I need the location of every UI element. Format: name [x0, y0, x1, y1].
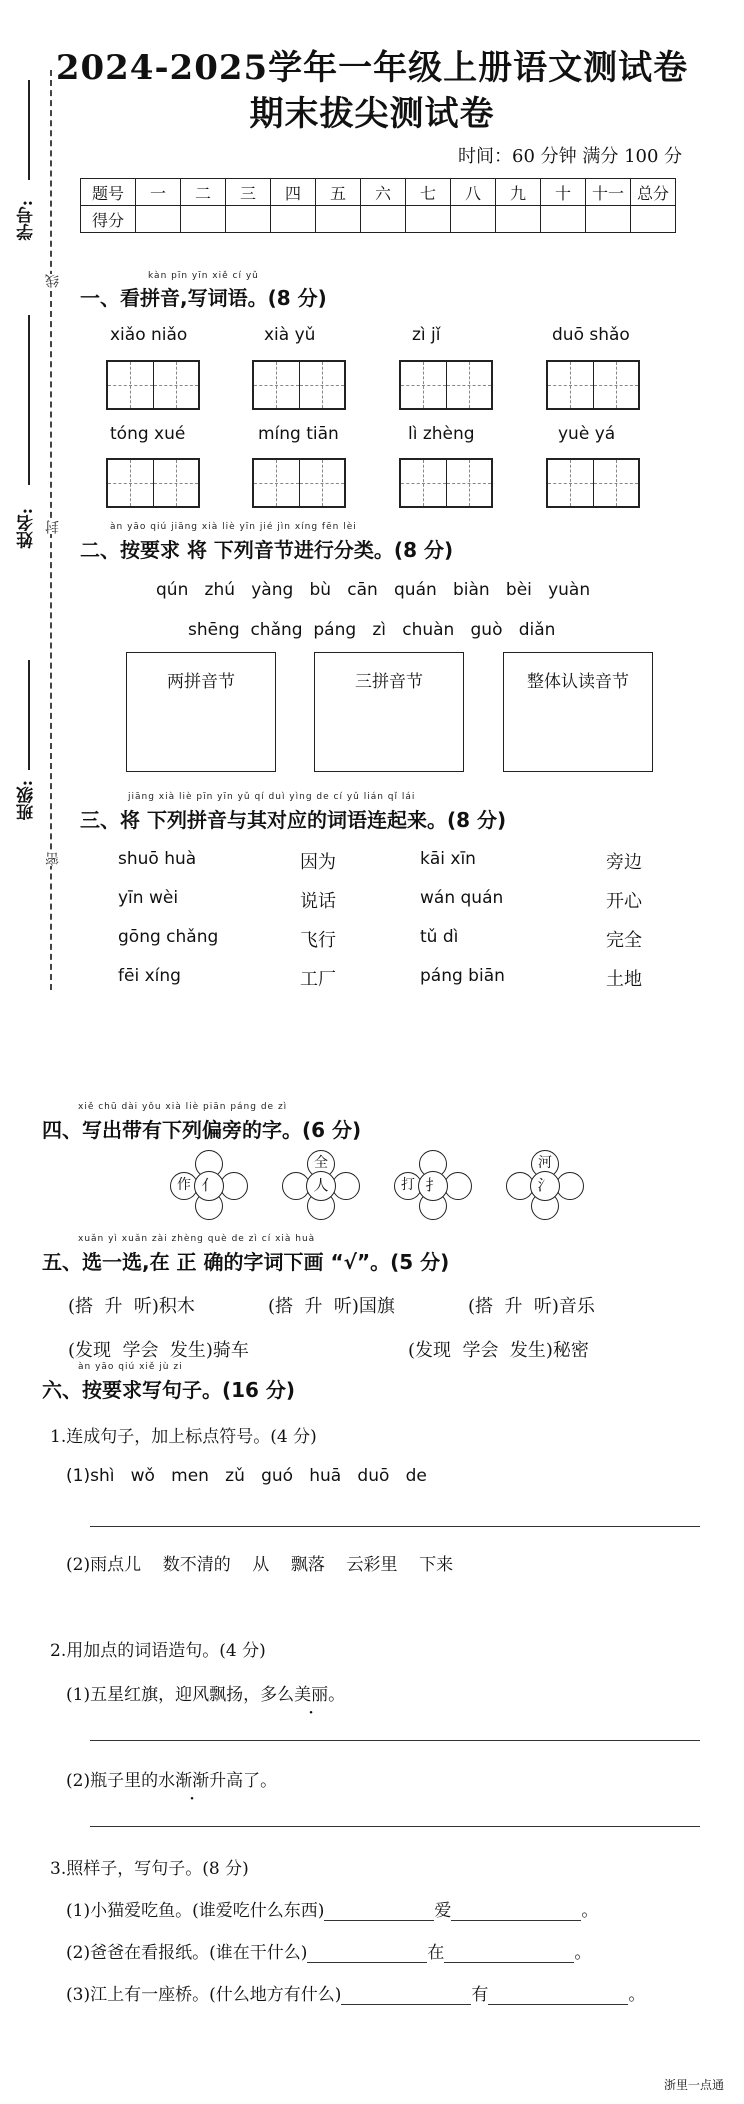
- match-pinyin[interactable]: páng biān: [420, 966, 505, 986]
- flower-top-char: 河: [531, 1150, 559, 1178]
- flower-left-char: 作: [170, 1172, 198, 1200]
- match-pinyin[interactable]: gōng chǎng: [118, 927, 219, 947]
- s1-pinyin-item: tóng xué: [110, 424, 186, 444]
- header-cell: 三: [226, 179, 271, 206]
- q3-3-prompt: (3)江上有一座桥。(什么地方有什么) 有 。: [66, 1985, 646, 2005]
- choice-item[interactable]: (搭 升 听)音乐: [468, 1296, 595, 1317]
- header-cell: 六: [361, 179, 406, 206]
- answer-line[interactable]: [90, 1826, 700, 1827]
- score-cell[interactable]: [361, 206, 406, 233]
- header-cell: 十一: [586, 179, 631, 206]
- score-cell[interactable]: [226, 206, 271, 233]
- q3-2-prompt: (2)爸爸在看报纸。(谁在干什么) 在 。: [66, 1943, 592, 1963]
- writing-grid[interactable]: [546, 458, 640, 508]
- header-cell: 总分: [631, 179, 676, 206]
- match-word[interactable]: 土地: [606, 969, 642, 990]
- q1-2-prompt: (2)雨点儿 数不清的 从 飘落 云彩里 下来: [66, 1555, 454, 1575]
- line-mark: 线: [45, 274, 61, 288]
- match-word[interactable]: 旁边: [606, 852, 642, 873]
- answer-blank[interactable]: [324, 1902, 434, 1921]
- flower-radical: 氵: [530, 1171, 560, 1201]
- writing-grid[interactable]: [399, 458, 493, 508]
- q3-title: 3.照样子，写句子。(8 分): [50, 1859, 249, 1879]
- match-word[interactable]: 因为: [300, 852, 336, 873]
- header-cell: 一: [136, 179, 181, 206]
- radical-flower[interactable]: [282, 1150, 362, 1210]
- choice-item[interactable]: (搭 升 听)积木: [68, 1296, 195, 1317]
- s1-pinyin: kàn pīn yīn xiě cí yǔ: [148, 271, 259, 281]
- answer-blank[interactable]: [451, 1902, 581, 1921]
- s3-title: 三、将 下列拼音与其对应的词语连起来。(8 分): [80, 808, 507, 832]
- s2-syllables-row1: qún zhú yàng bù cān quán biàn bèi yuàn: [156, 580, 591, 600]
- choice-item[interactable]: (搭 升 听)国旗: [268, 1296, 395, 1317]
- s1-pinyin-item: zì jǐ: [412, 325, 441, 345]
- radical-flower[interactable]: [170, 1150, 250, 1210]
- s6-pinyin: àn yāo qiú xiě jù zi: [78, 1362, 183, 1372]
- answer-line[interactable]: [90, 1526, 700, 1527]
- s1-pinyin-item: duō shǎo: [552, 325, 630, 345]
- category-box-two[interactable]: 两拼音节: [126, 652, 276, 772]
- side-rule-3: [28, 660, 30, 770]
- s6-title: 六、按要求写句子。(16 分): [42, 1378, 296, 1402]
- exam-title: 2024-2025学年一年级上册语文测试卷: [55, 48, 689, 88]
- q2-title: 2.用加点的词语造句。(4 分): [50, 1641, 266, 1661]
- s5-pinyin: xuǎn yì xuǎn zài zhèng què de zì cí xià huà: [78, 1234, 316, 1244]
- match-pinyin[interactable]: wán quán: [420, 888, 504, 908]
- class-label: 班级:: [17, 780, 37, 821]
- header-cell: 七: [406, 179, 451, 206]
- category-box-three[interactable]: 三拼音节: [314, 652, 464, 772]
- seal-mark: 封: [45, 520, 61, 534]
- score-table-header: [81, 179, 676, 206]
- exam-subtitle: 期末拔尖测试卷: [249, 94, 495, 134]
- answer-line[interactable]: [90, 1740, 700, 1741]
- radical-flower[interactable]: [506, 1150, 586, 1210]
- answer-blank[interactable]: [341, 1986, 471, 2005]
- score-cell[interactable]: [316, 206, 361, 233]
- writing-grid[interactable]: [252, 458, 346, 508]
- score-cell[interactable]: [406, 206, 451, 233]
- s2-pinyin: àn yāo qiú jiāng xià liè yīn jié jìn xíng fēn lèi: [110, 522, 357, 532]
- flower-radical: 扌: [418, 1171, 448, 1201]
- header-cell: 题号: [81, 179, 136, 206]
- side-rule-2: [28, 315, 30, 485]
- writing-grid[interactable]: [546, 360, 640, 410]
- s2-title: 二、按要求 将 下列音节进行分类。(8 分): [80, 538, 454, 562]
- header-cell: 九: [496, 179, 541, 206]
- s5-title: 五、选一选,在 正 确的字词下画 “√”。(5 分): [42, 1250, 450, 1274]
- match-pinyin[interactable]: kāi xīn: [420, 849, 476, 869]
- writing-grid[interactable]: [399, 360, 493, 410]
- choice-item[interactable]: (发现 学会 发生)秘密: [408, 1340, 589, 1361]
- score-cell[interactable]: [136, 206, 181, 233]
- writing-grid[interactable]: [252, 360, 346, 410]
- answer-blank[interactable]: [488, 1986, 628, 2005]
- match-word[interactable]: 说话: [300, 891, 336, 912]
- s1-pinyin-item: xiǎo niǎo: [110, 325, 188, 345]
- s1-pinyin-item: xià yǔ: [264, 325, 316, 345]
- match-word[interactable]: 开心: [606, 891, 642, 912]
- s4-title: 四、写出带有下列偏旁的字。(6 分): [42, 1118, 362, 1142]
- score-cell[interactable]: [451, 206, 496, 233]
- match-pinyin[interactable]: yīn wèi: [118, 888, 179, 908]
- q2-1-prompt: (1)五星红旗，迎风飘扬，多么美丽。: [66, 1685, 346, 1705]
- score-table: [80, 178, 676, 233]
- match-word[interactable]: 飞行: [300, 930, 336, 951]
- header-cell: 五: [316, 179, 361, 206]
- match-pinyin[interactable]: tǔ dì: [420, 927, 459, 947]
- row-label: 得分: [81, 206, 136, 233]
- secret-mark: 密: [45, 852, 61, 866]
- s3-pinyin: jiāng xià liè pīn yīn yǔ qí duì yìng de cí yǔ lián qǐ lái: [128, 792, 416, 802]
- radical-flower[interactable]: [394, 1150, 474, 1210]
- s1-pinyin-item: míng tiān: [258, 424, 339, 444]
- answer-blank[interactable]: [444, 1944, 574, 1963]
- score-table-row: [81, 206, 676, 233]
- side-rule-1: [28, 80, 30, 180]
- match-word[interactable]: 完全: [606, 930, 642, 951]
- score-cell[interactable]: [496, 206, 541, 233]
- time-info: 时间：60 分钟 满分 100 分: [458, 146, 683, 167]
- watermark: 浙里一点通: [664, 2078, 725, 2092]
- flower-radical: 人: [306, 1171, 336, 1201]
- answer-blank[interactable]: [307, 1944, 427, 1963]
- header-cell: 八: [451, 179, 496, 206]
- flower-left-char: 打: [394, 1172, 422, 1200]
- writing-grid[interactable]: [106, 458, 200, 508]
- header-cell: 二: [181, 179, 226, 206]
- s1-pinyin-item: lì zhèng: [408, 424, 475, 444]
- s2-syllables-row2: shēng chǎng páng zì chuàn guò diǎn: [188, 620, 556, 640]
- writing-grid[interactable]: [106, 360, 200, 410]
- header-cell: 四: [271, 179, 316, 206]
- s4-pinyin: xiě chū dài yǒu xià liè piān páng de zì: [78, 1102, 288, 1112]
- score-cell[interactable]: [271, 206, 316, 233]
- score-cell[interactable]: [541, 206, 586, 233]
- q1-title: 1.连成句子，加上标点符号。(4 分): [50, 1427, 317, 1447]
- q2-2-prompt: (2)瓶子里的水渐渐升高了。: [66, 1771, 278, 1791]
- choice-item[interactable]: (发现 学会 发生)骑车: [68, 1340, 249, 1361]
- score-cell[interactable]: [631, 206, 676, 233]
- match-word[interactable]: 工厂: [300, 969, 336, 990]
- s1-pinyin-item: yuè yá: [558, 424, 616, 444]
- s1-title: 一、看拼音,写词语。(8 分): [80, 286, 327, 310]
- q3-1-prompt: (1)小猫爱吃鱼。(谁爱吃什么东西) 爱 。: [66, 1901, 599, 1921]
- student-id-label: 学号:: [17, 200, 37, 241]
- category-box-whole[interactable]: 整体认读音节: [503, 652, 653, 772]
- score-cell[interactable]: [586, 206, 631, 233]
- match-pinyin[interactable]: shuō huà: [118, 849, 197, 869]
- header-cell: 十: [541, 179, 586, 206]
- name-label: 姓名:: [17, 508, 37, 549]
- match-pinyin[interactable]: fēi xíng: [118, 966, 181, 986]
- flower-radical: 亻: [194, 1171, 224, 1201]
- flower-top-char: 全: [307, 1150, 335, 1178]
- score-cell[interactable]: [181, 206, 226, 233]
- q1-1-prompt: (1)shì wǒ men zǔ guó huā duō de: [66, 1466, 427, 1486]
